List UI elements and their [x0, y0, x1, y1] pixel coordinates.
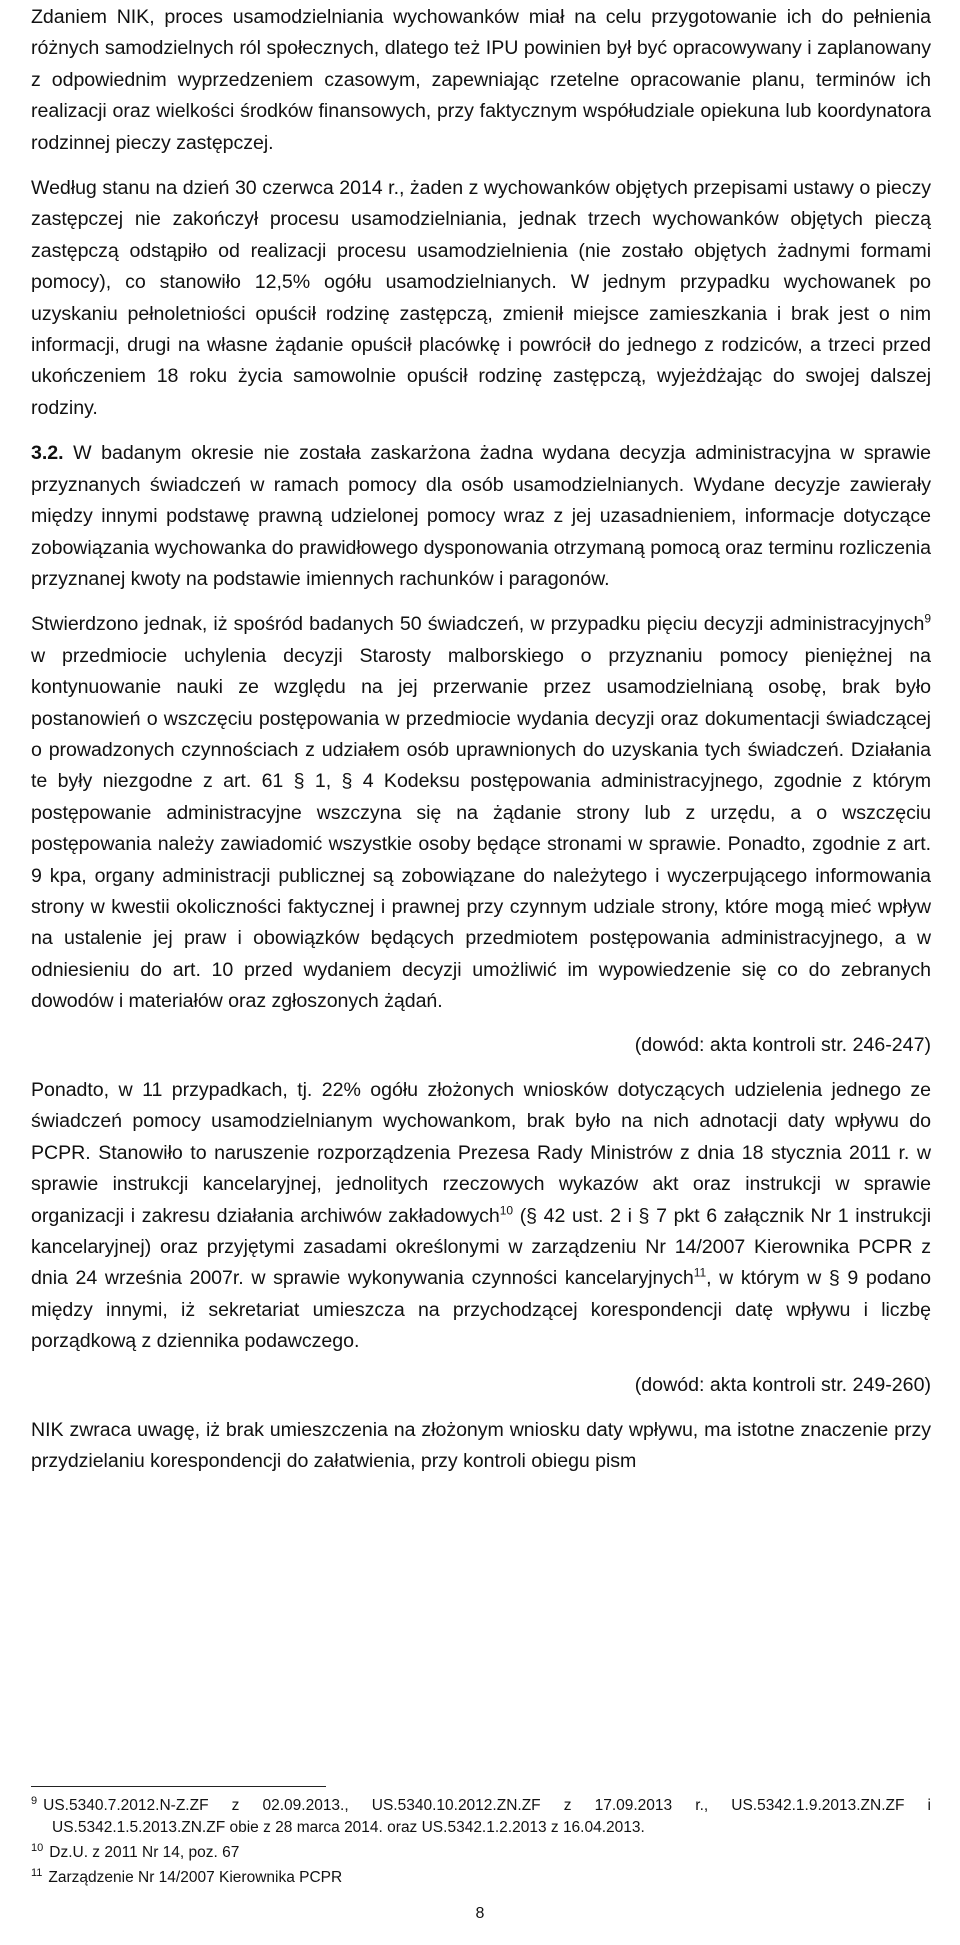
paragraph-2: Według stanu na dzień 30 czerwca 2014 r., żaden z wychowanków objętych przepisami ustawy o pieczy zastępczej nie zakończył procesu usamodzielniania, jednak trzech wychowanków objętych pieczą zastępczą odstąpiło od realizacji procesu usamodzielnienia (nie zostało objętych żadnymi formami pomocy), co stanowiło 12,5% ogółu usamodzielnianych. W jednym przypadku wychowanek po uzyskaniu pełnoletniości opuścił rodzinę zastępczą, zmienił miejsce zamieszkania i brak jest o nim informacji, drugi na własne żądanie opuścił placówkę i powrócił do jednego z rodziców, a trzeci przed ukończeniem 18 roku życia samowolnie opuścił rodzinę zastępczą, wyjeżdżając do swojej dalszej rodziny.	[31, 177, 931, 419]
paragraph-6: NIK zwraca uwagę, iż brak umieszczenia na złożonym wniosku daty wpływu, ma istotne znaczenie przy przydzielaniu korespondencji do załatwienia, przy kontroli obiegu pism	[31, 1419, 931, 1473]
footnote-number: 9	[31, 1794, 38, 1807]
footnote-text: Dz.U. z 2011 Nr 14, poz. 67	[49, 1844, 240, 1861]
footnote-number: 10	[31, 1841, 44, 1854]
paragraph-4-part-a: Stwierdzono jednak, iż spośród badanych 50 świadczeń, w przypadku pięciu decyzji administracyjnych	[31, 613, 925, 636]
footnote-9	[31, 1795, 931, 1839]
evidence-reference-1: (dowód: akta kontroli str. 246-247)	[634, 1033, 931, 1056]
paragraph-4-part-b: w przedmiocie uchylenia decyzji Starosty malborskiego o przyznaniu pomocy pieniężnej na kontynuowanie nauki ze względu na jej przerwanie przez usamodzielnianą osobę, brak było postanowień o wszczęciu postępowania w przedmiocie wydania decyzji oraz dokumentacji świadczącej o prowadzonych czynnościach z udziałem osób uprawnionych do uzyskania tych świadczeń. Działania te były niezgodne z art. 61 § 1, § 4 Kodeksu postępowania administracyjnego, zgodnie z którym postępowanie administracyjne wszczyna się na żądanie strony lub z urzędu, a o wszczęciu postępowania należy zawiadomić wszystkie osoby będące stronami w sprawie. Ponadto, zgodnie z art. 9 kpa, organy administracji publicznej są zobowiązane do należytego i wyczerpującego informowania strony w kwestii okoliczności faktycznej i prawnej przy czynnym udziale strony, które mogą mieć wpływ na ustalenie jej praw i obowiązków będących przedmiotem postępowania administracyjnego, a w odniesieniu do art. 10 przed wydaniem decyzji umożliwić im wypowiedzenie się co do zebranych dowodów i materiałów oraz zgłoszonych żądań.	[31, 644, 931, 1013]
footnote-ref-11[interactable]: 11	[693, 1265, 707, 1280]
paragraph-3-text: W badanym okresie nie została zaskarżona żadna wydana decyzja administracyjna w sprawie przyznanych świadczeń w ramach pomocy dla osób usamodzielnianych. Wydane decyzje zawierały między innymi podstawę prawną udzielonej pomocy wraz z jej uzasadnieniem, informacje dotyczące zobowiązania wychowanka do prawidłowego dysponowania otrzymaną pomocą oraz terminu rozliczenia przyznanej kwoty na podstawie imiennych rachunków i paragonów.	[31, 442, 931, 590]
section-number: 3.2.	[31, 442, 64, 465]
footnote-ref-9[interactable]: 9	[924, 611, 931, 626]
paragraph-5-part-c: , w którym w § 9 podano między innymi, iż sekretariat umieszcza na przychodzącej korespondencji datę wpływu i liczbę porządkową z dziennika podawczego.	[31, 1267, 931, 1353]
footnote-ref-10[interactable]: 10	[499, 1203, 514, 1218]
footnote-text: US.5340.7.2012.N-Z.ZF z 02.09.2013., US.5340.10.2012.ZN.ZF z 17.09.2013 r., US.5342.1.9.2013.ZN.ZF i US.5342.1.5.2013.ZN.ZF obie z 28 marca 2014. oraz US.5342.1.2.2013 z 16.04.2013.	[43, 1797, 931, 1836]
footnote-11	[31, 1867, 931, 1889]
page-number: 8	[475, 1905, 485, 1922]
paragraph-5	[31, 1075, 931, 1358]
footnote-10	[31, 1842, 931, 1864]
document-body	[31, 0, 931, 1478]
paragraph-3	[31, 438, 931, 595]
paragraph-4	[31, 609, 931, 1017]
footnote-text: Zarządzenie Nr 14/2007 Kierownika PCPR	[48, 1869, 343, 1886]
footnote-separator	[31, 1786, 326, 1787]
paragraph-1: Zdaniem NIK, proces usamodzielniania wychowanków miał na celu przygotowanie ich do pełnienia różnych samodzielnych ról społecznych, dlatego też IPU powinien był być opracowywany i zaplanowany z odpowiednim wyprzedzeniem czasowym, zapewniając rzetelne opracowanie planu, terminów ich realizacji oraz wielkości środków finansowych, przy faktycznym współudziale opiekuna lub koordynatora rodzinnej pieczy zastępczej.	[31, 6, 931, 154]
evidence-reference-2: (dowód: akta kontroli str. 249-260)	[634, 1373, 931, 1396]
footnote-number: 11	[31, 1866, 43, 1879]
paragraph-5-part-a: Ponadto, w 11 przypadkach, tj. 22% ogółu złożonych wniosków dotyczących udzielenia jednego ze świadczeń pomocy usamodzielnianym wychowankom, brak było na nich adnotacji daty wpływu do PCPR. Stanowiło to naruszenie rozporządzenia Prezesa Rady Ministrów z dnia 18 stycznia 2011 r. w sprawie instrukcji kancelaryjnej, jednolitych rzeczowych wykazów akt oraz instrukcji w sprawie organizacji i zakresu działania archiwów zakładowych	[31, 1079, 931, 1227]
paragraph-5-part-b: (§ 42 ust. 2 i § 7 pkt 6 załącznik Nr 1 instrukcji kancelaryjnej) oraz przyjętymi zasadami określonymi w zarządzeniu Nr 14/2007 Kierownika PCPR z dnia 24 września 2007r. w sprawie wykonywania czynności kancelaryjnych	[31, 1204, 931, 1290]
